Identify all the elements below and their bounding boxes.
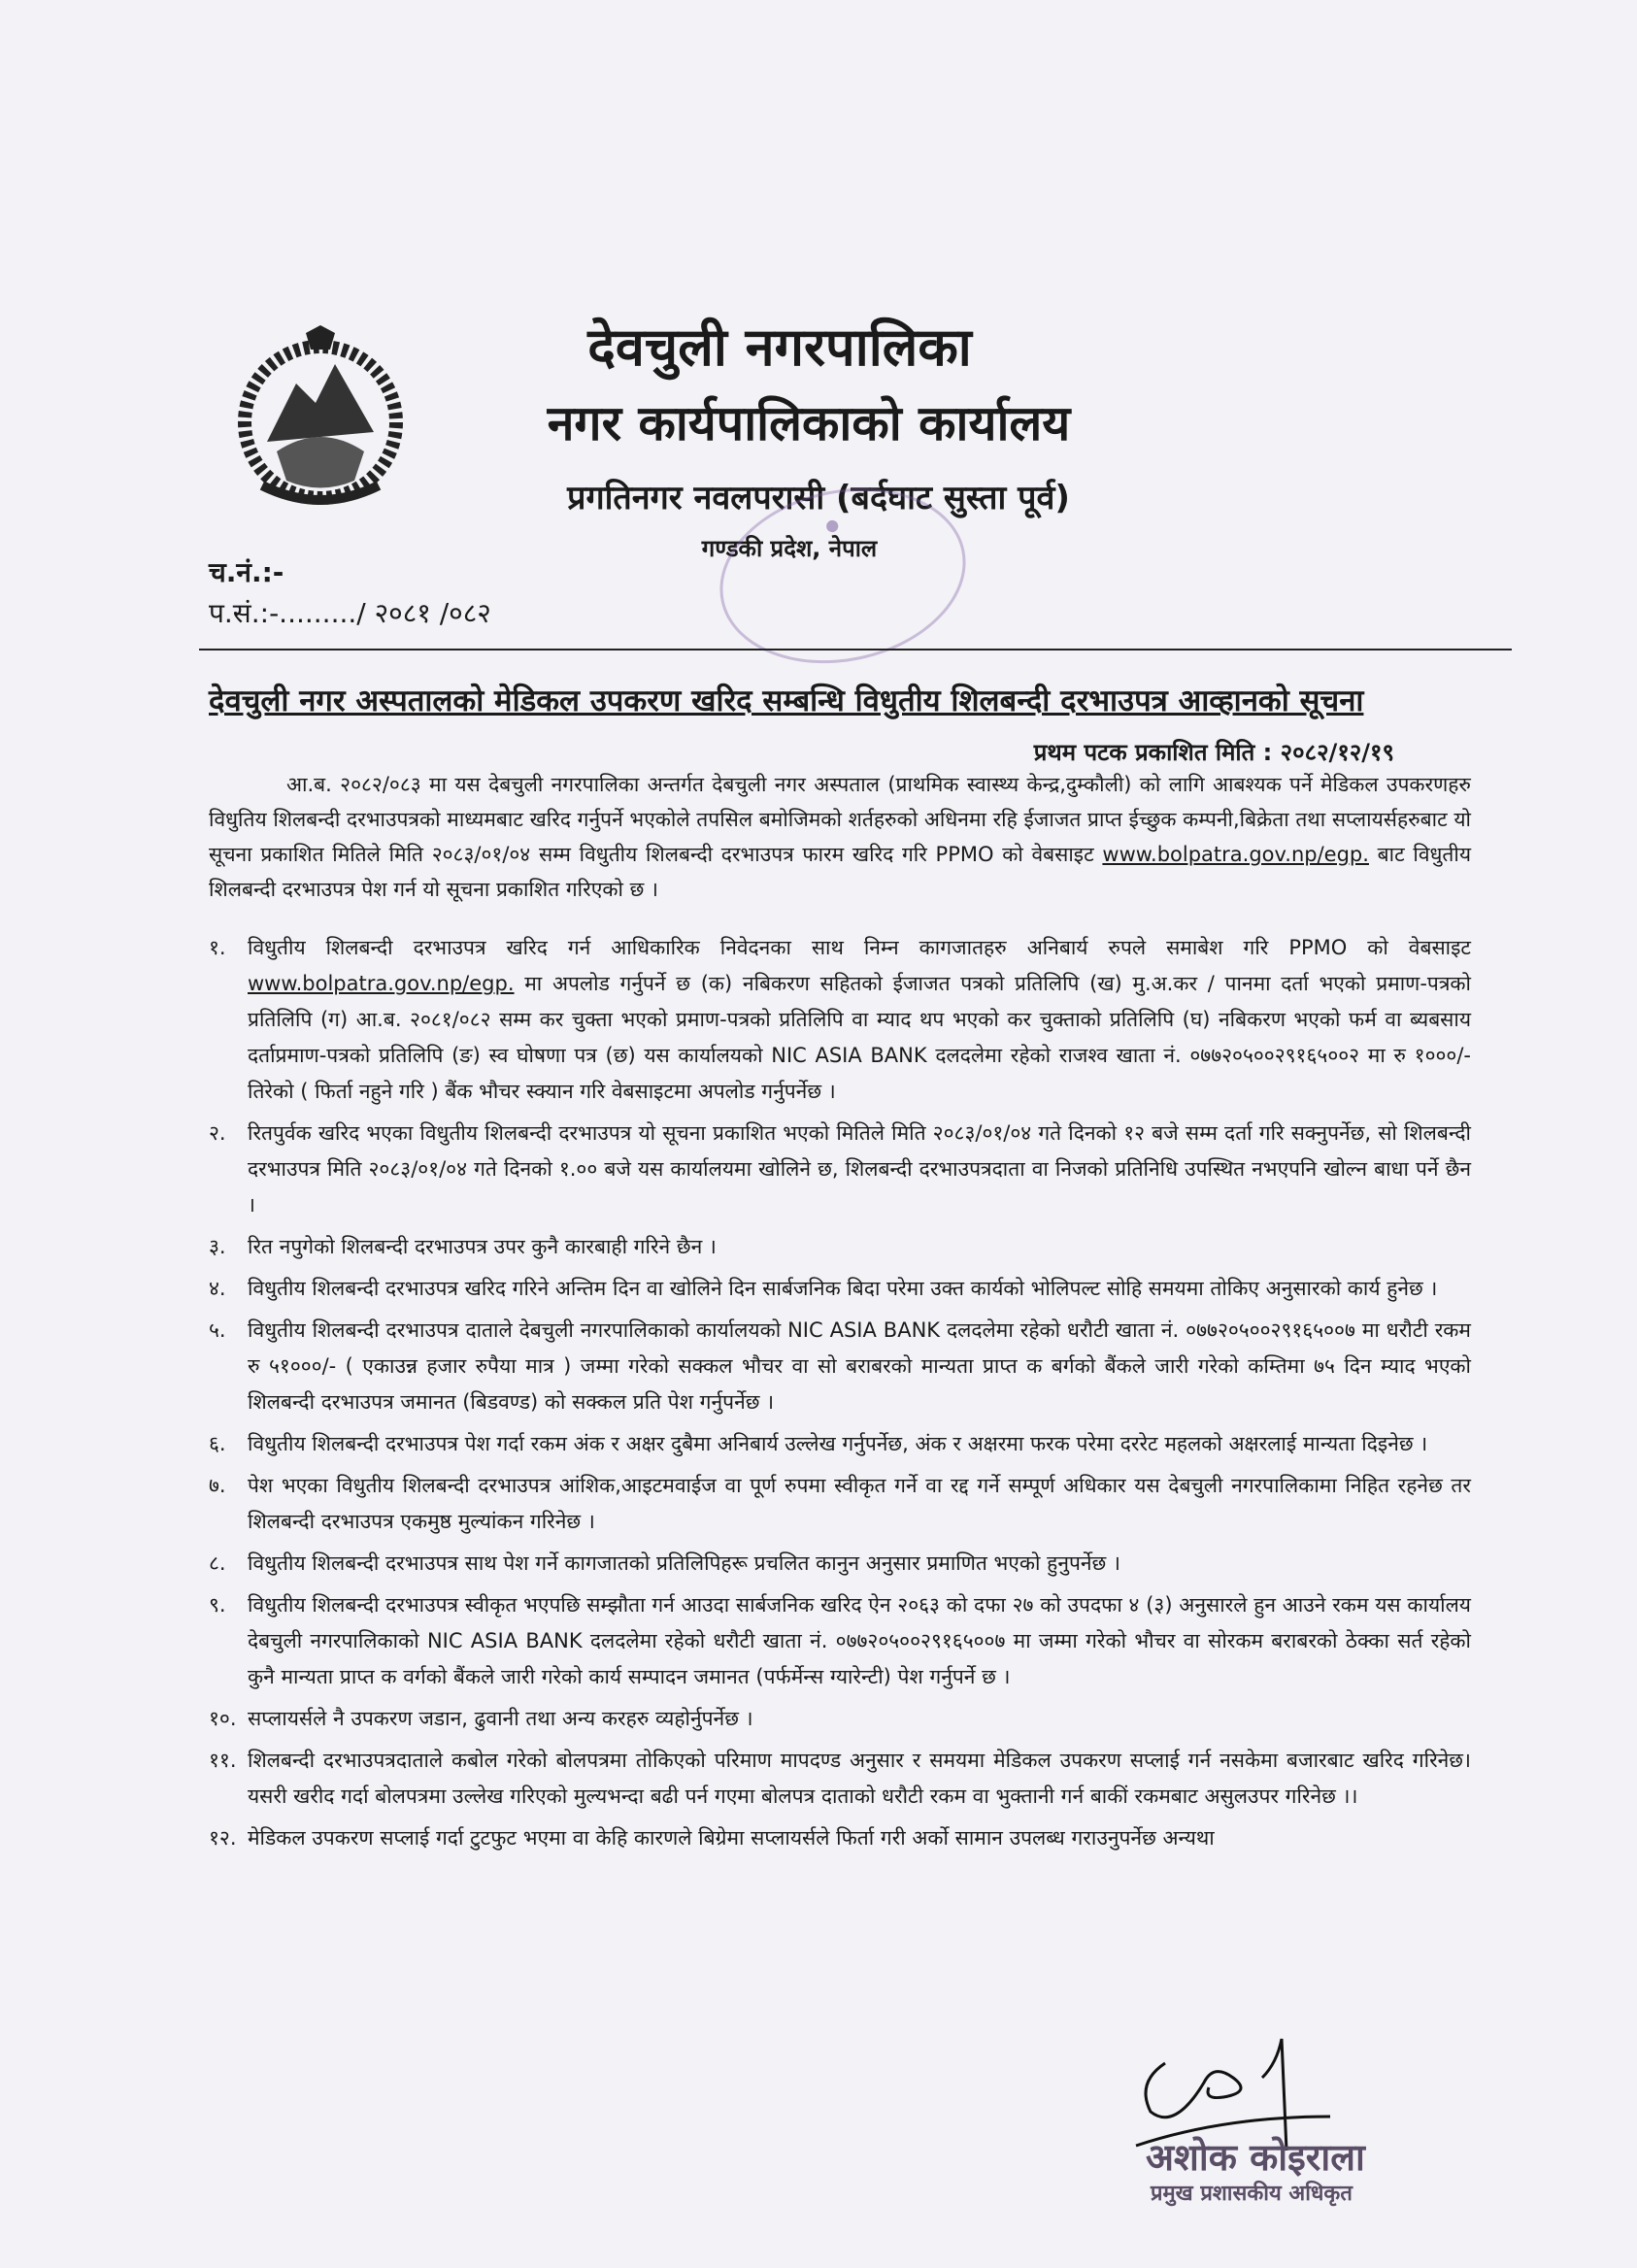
- office-address: प्रगतिनगर नवलपरासी (बर्दघाट सुस्ता पूर्व): [567, 479, 1070, 517]
- item-number: ५.: [209, 1318, 226, 1342]
- item-text-end: मा अपलोड गर्नुपर्ने छ (क) नबिकरण सहितको ईजाजत पत्रको प्रतिलिपि (ख) मु.अ.कर / पानमा दर्ता भएको प्रमाण-पत्रको प्रतिलिपि (ग) आ.ब. २०८१/०८२ सम्म कर चुक्ता भएको प्रमाण-पत्रको प्रतिलिपि वा म्याद थप भएको कर चुक्ताको प्रतिलिपि (घ) नबिकरण भएको फर्म वा ब्यबसाय दर्ताप्रमाण-पत्रको प्रतिलिपि (ङ) स्व घोषणा पत्र (छ) यस कार्यालयको NIC ASIA BANK दलदलेमा रहेको राजश्व खाता नं. ०७७२०५००२९१६५००२ मा रु १०००/- तिरेको ( फिर्ता नहुने गरि ) बैंक भौचर स्क्यान गरि वेबसाइटमा अपलोड गर्नुपर्नेछ ।: [248, 972, 1471, 1103]
- municipality-name: देवचुली नगरपालिका: [587, 317, 972, 378]
- list-item: [209, 1468, 1471, 1540]
- list-item: [209, 930, 1471, 1110]
- item-text: सप्लायर्सले नै उपकरण जडान, ढुवानी तथा अन्य करहरु व्यहोर्नुपर्नेछ ।: [248, 1707, 753, 1730]
- item-number: ८.: [209, 1551, 226, 1575]
- item-number: १०.: [209, 1707, 237, 1730]
- intro-text-end: बाट विधुतीय शिलबन्दी दरभाउपत्र पेश गर्न यो सूचना प्रकाशित गरिएको छ ।: [209, 843, 1472, 901]
- signatory-name: अशोक कोइराला: [1146, 2136, 1365, 2179]
- item-text: विधुतीय शिलबन्दी दरभाउपत्र स्वीकृत भएपछि सम्झौता गर्न आउदा सार्बजनिक खरिद ऐन २०६३ को दफा २७ को उपदफा ४ (३) अनुसारले हुन आउने रकम यस कार्यालय देबचुली नगरपालिकाको NIC ASIA BANK दलदलेमा रहेको धरौटी खाता नं. ०७७२०५००२९१६५००७ मा जम्मा गरेको भौचर वा सोरकम बराबरको ठेक्का सर्त रहेको कुनै मान्यता प्राप्त क वर्गको बैंकले जारी गरेको कार्य सम्पादन जमानत (पर्फर्मेन्स ग्यारेन्टी) पेश गर्नुपर्ने छ ।: [248, 1593, 1471, 1688]
- list-item: [209, 1271, 1471, 1307]
- item-text: विधुतीय शिलबन्दी दरभाउपत्र खरिद गरिने अन्तिम दिन वा खोलिने दिन सार्बजनिक बिदा परेमा उक्त कार्यको भोलिपल्ट सोहि समयमा तोकिए अनुसारको कार्य हुनेछ ।: [248, 1277, 1438, 1300]
- signatory-title: प्रमुख प्रशासकीय अधिकृत: [1151, 2182, 1353, 2206]
- list-item: [209, 1546, 1471, 1582]
- item-number: २.: [209, 1121, 226, 1145]
- item-text: रित नपुगेको शिलबन्दी दरभाउपत्र उपर कुनै कारबाही गरिने छैन ।: [248, 1235, 717, 1258]
- bolpatra-link[interactable]: www.bolpatra.gov.np/egp.: [1102, 843, 1369, 866]
- office-stamp: ●: [704, 466, 983, 684]
- list-item: [209, 1820, 1471, 1856]
- item-number: ६.: [209, 1432, 226, 1455]
- item-number: १.: [209, 936, 226, 959]
- item-text: विधुतीय शिलबन्दी दरभाउपत्र दाताले देबचुली नगरपालिकाको कार्यालयको NIC ASIA BANK दलदलेमा रहेको धरौटी खाता नं. ०७७२०५००२९१६५००७ मा धरौटी रकम रु ५१०००/- ( एकाउन्न हजार रुपैया मात्र ) जम्मा गरेको सक्कल भौचर वा सो बराबरको मान्यता प्राप्त क बर्गको बैंकले जारी गरेको कम्तिमा ७५ दिन म्याद भएको शिलबन्दी दरभाउपत्र जमानत (बिडवण्ड) को सक्कल प्रति पेश गर्नुपर्नेछ ।: [248, 1318, 1471, 1414]
- item-number: ९.: [209, 1593, 226, 1617]
- province-country: गण्डकी प्रदेश, नेपाल: [701, 535, 878, 562]
- list-item: [209, 1701, 1471, 1737]
- terms-list: [209, 930, 1471, 1862]
- published-date: प्रथम पटक प्रकाशित मिति : २०८२/१२/१९: [1033, 739, 1394, 766]
- list-item: [209, 1426, 1471, 1462]
- item-number: ४.: [209, 1277, 226, 1300]
- header-divider: [199, 649, 1512, 650]
- item-number: ११.: [209, 1749, 237, 1772]
- office-name: नगर कार्यपालिकाको कार्यालय: [547, 395, 1071, 451]
- item-number: ७.: [209, 1474, 226, 1497]
- list-item: [209, 1116, 1471, 1223]
- item-text: मेडिकल उपकरण सप्लाई गर्दा टुटफुट भएमा वा केहि कारणले बिग्रेमा सप्लायर्सले फिर्ता गरी अर्को सामान उपलब्ध गराउनुपर्नेछ अन्यथा: [248, 1826, 1215, 1850]
- intro-paragraph: [209, 767, 1471, 907]
- letter-number: प.सं.:-........./ २०८१ /०८२: [209, 597, 491, 629]
- dispatch-number: च.नं.:-: [209, 556, 284, 588]
- list-item: [209, 1313, 1471, 1420]
- item-number: १२.: [209, 1826, 237, 1850]
- item-text: शिलबन्दी दरभाउपत्रदाताले कबोल गरेको बोलपत्रमा तोकिएको परिमाण मापदण्ड अनुसार र समयमा मेडिकल उपकरण सप्लाई गर्न नसकेमा बजारबाट खरिद गरिनेछ। यसरी खरीद गर्दा बोलपत्रमा उल्लेख गरिएको मुल्यभन्दा बढी पर्न गएमा बोलपत्र दाताको धरौटी रकम वा भुक्तानी गर्न बाकीं रकमबाट असुलउपर गरिनेछ ।।: [248, 1749, 1471, 1808]
- list-item: [209, 1743, 1471, 1815]
- intro-text: आ.ब. २०८२/०८३ मा यस देबचुली नगरपालिका अन्तर्गत देबचुली नगर अस्पताल (प्राथमिक स्वास्थ्य केन्द्र,दुम्कौली) को लागि आबश्यक पर्ने मेडिकल उपकरणहरु विधुतिय शिलबन्दी दरभाउपत्रको माध्यमबाट खरिद गर्नुपर्ने भएकोले तपसिल बमोजिमको शर्तहरुको अधिनमा रहि ईजाजत प्राप्त ईच्छुक कम्पनी,बिक्रेता तथा सप्लायर्सहरुबाट यो सूचना प्रकाशित मितिले मिति २०८३/०१/०४ सम्म विधुतीय शिलबन्दी दरभाउपत्र फारम खरिद गरि PPMO को वेबसाइट: [209, 773, 1471, 866]
- list-item: [209, 1229, 1471, 1265]
- item-number: ३.: [209, 1235, 226, 1258]
- bolpatra-link[interactable]: www.bolpatra.gov.np/egp.: [248, 972, 515, 995]
- item-text: विधुतीय शिलबन्दी दरभाउपत्र साथ पेश गर्ने कागजातको प्रतिलिपिहरू प्रचलित कानुन अनुसार प्रमाणित भएको हुनुपर्नेछ ।: [248, 1551, 1120, 1575]
- item-text: पेश भएका विधुतीय शिलबन्दी दरभाउपत्र आंशिक,आइटमवाईज वा पूर्ण रुपमा स्वीकृत गर्ने वा रद्द गर्ने सम्पूर्ण अधिकार यस देबचुली नगरपालिकामा निहित रहनेछ तर शिलबन्दी दरभाउपत्र एकमुष्ठ मुल्यांकन गरिनेछ ।: [248, 1474, 1471, 1533]
- item-text: विधुतीय शिलबन्दी दरभाउपत्र पेश गर्दा रकम अंक र अक्षर दुबैमा अनिबार्य उल्लेख गर्नुपर्नेछ, अंक र अक्षरमा फरक परेमा दररेट महलको अक्षरलाई मान्यता दिइनेछ ।: [248, 1432, 1428, 1455]
- item-text: रितपुर्वक खरिद भएका विधुतीय शिलबन्दी दरभाउपत्र यो सूचना प्रकाशित भएको मितिले मिति २०८३/०१/०४ गते दिनको १२ बजे सम्म दर्ता गरि सक्नुपर्नेछ, सो शिलबन्दी दरभाउपत्र मिति २०८३/०१/०४ गते दिनको १.०० बजे यस कार्यालयमा खोलिने छ, शिलबन्दी दरभाउपत्रदाता वा निजको प्रतिनिधि उपस्थित नभएपनि खोल्न बाधा पर्ने छैन ।: [248, 1121, 1471, 1217]
- item-text: विधुतीय शिलबन्दी दरभाउपत्र खरिद गर्न आधिकारिक निवेदनका साथ निम्न कागजातहरु अनिबार्य रुपले समाबेश गरि PPMO को वेबसाइट: [248, 936, 1471, 959]
- notice-title: देवचुली नगर अस्पतालको मेडिकल उपकरण खरिद सम्बन्धि विधुतीय शिलबन्दी दरभाउपत्र आव्हानको सूचना: [209, 684, 1364, 718]
- list-item: [209, 1587, 1471, 1695]
